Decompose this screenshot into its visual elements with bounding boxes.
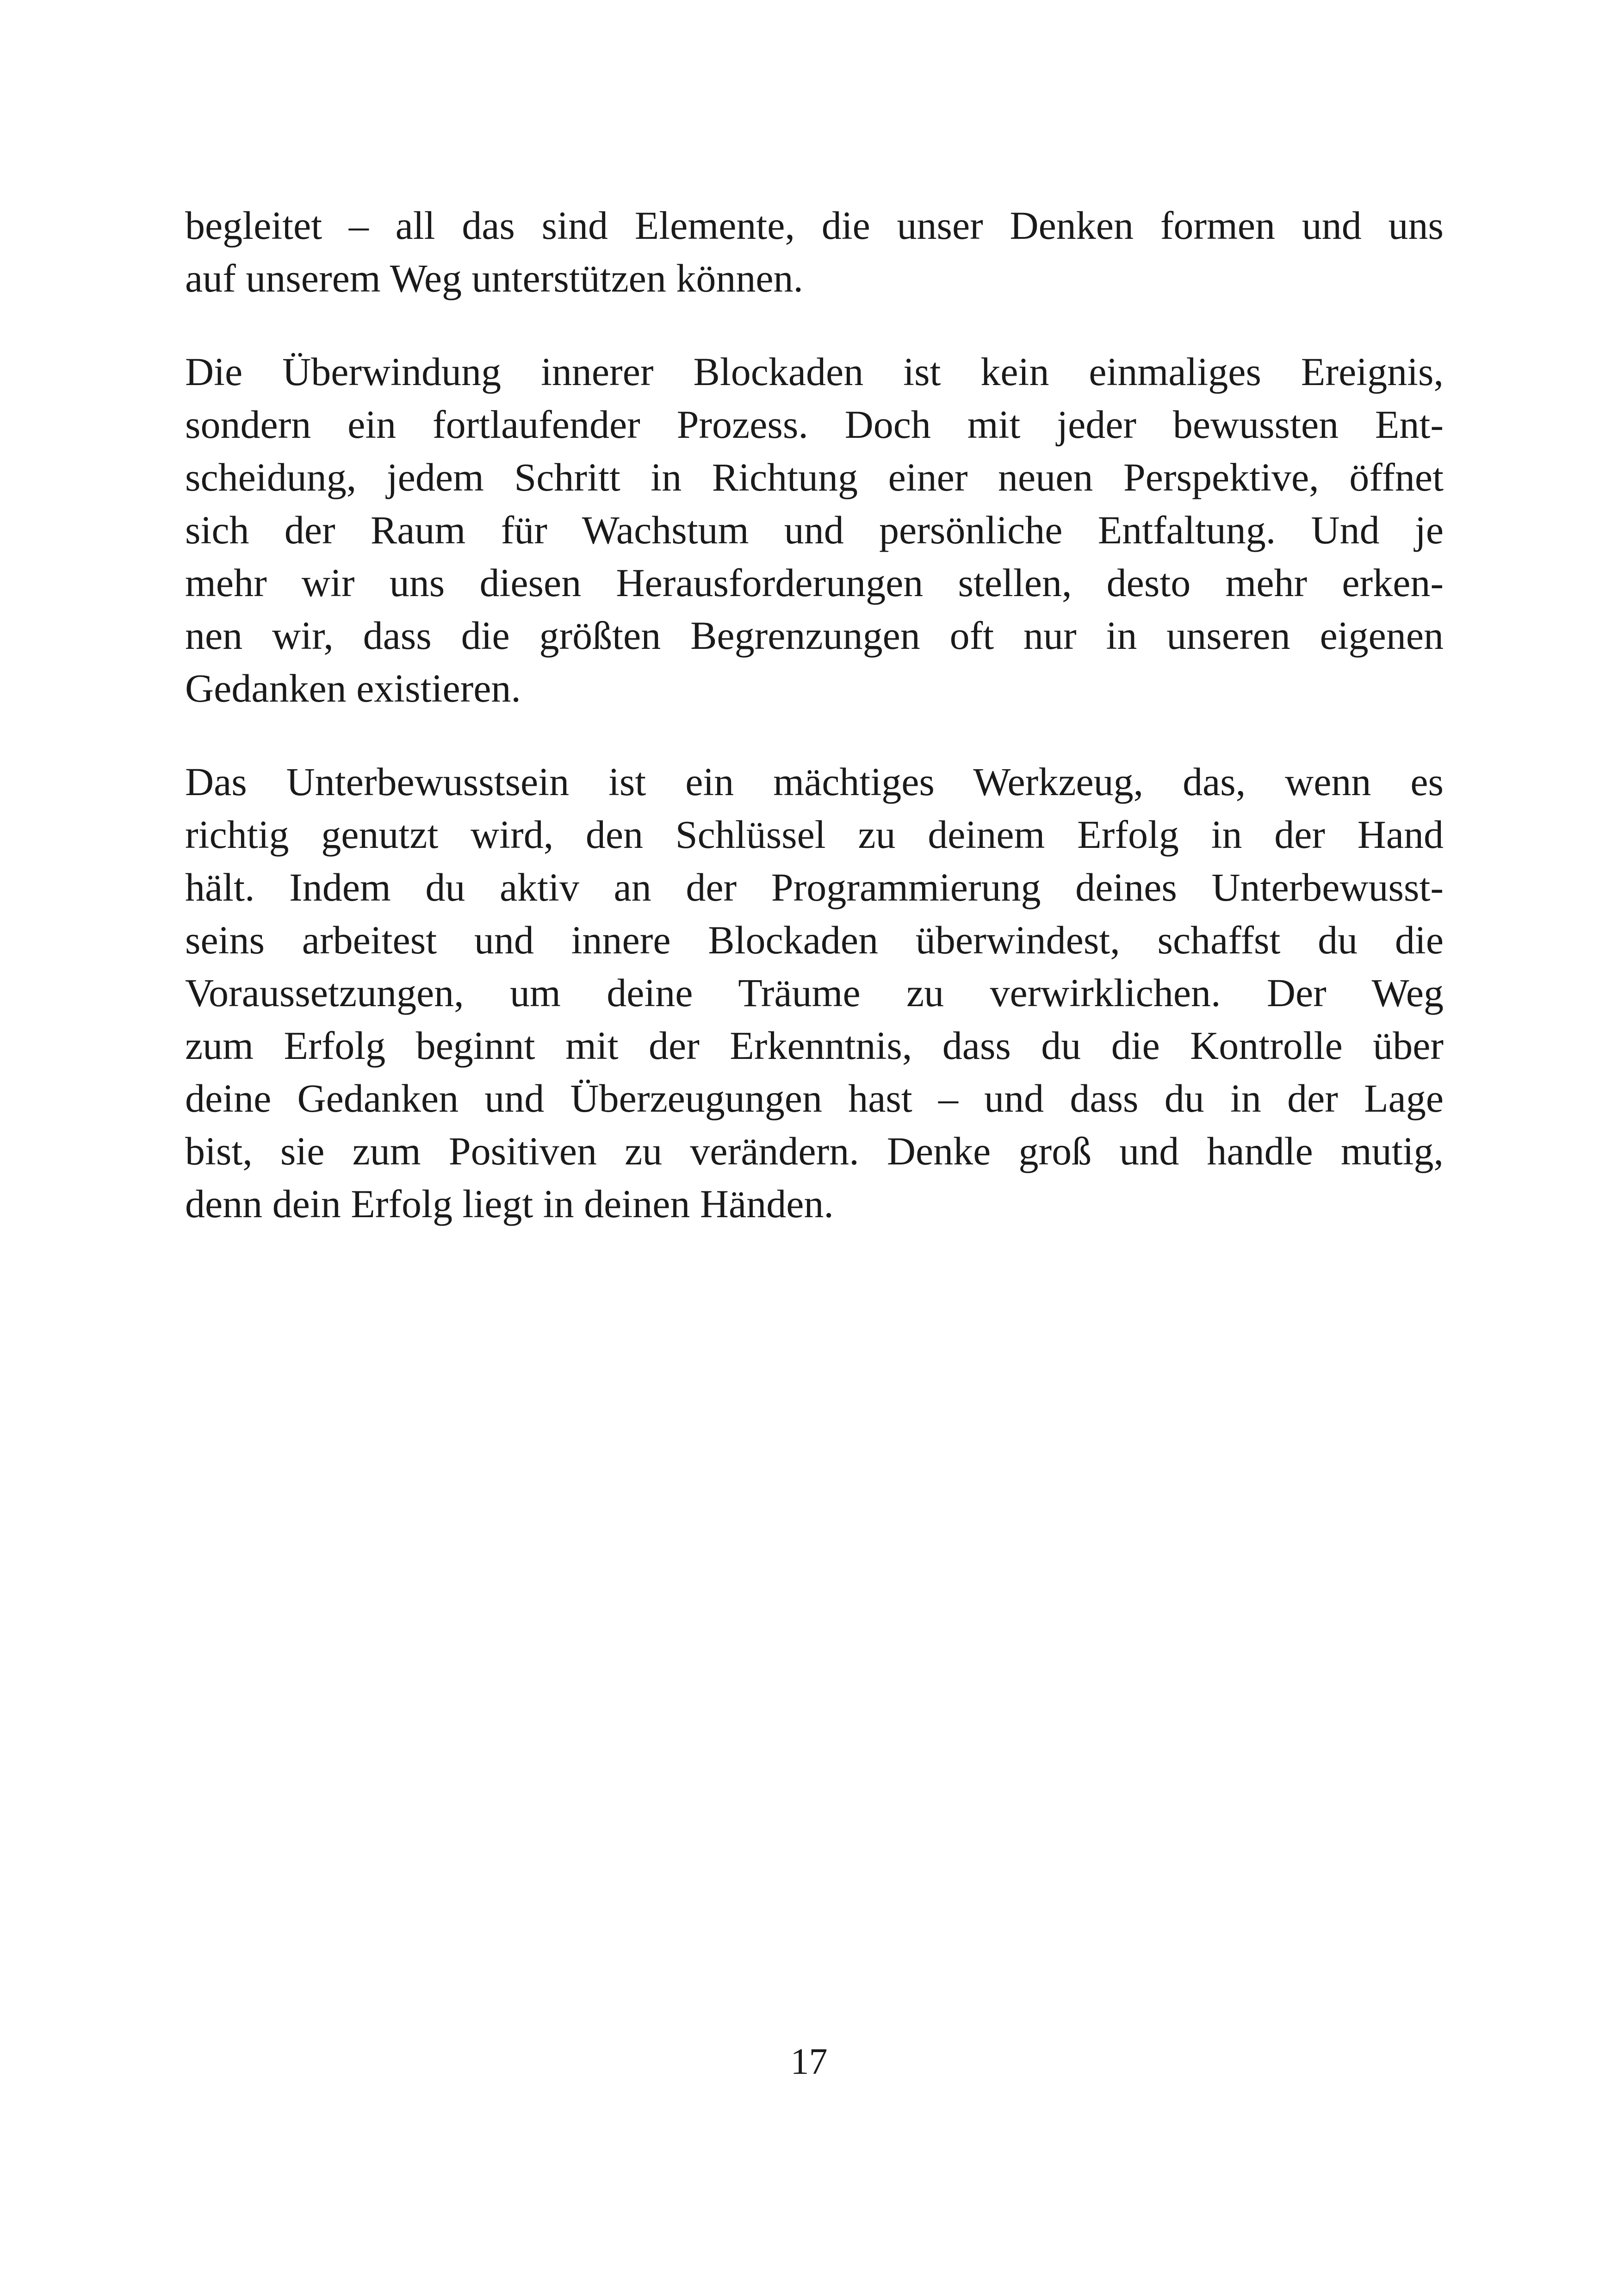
text-line: sich der Raum für Wachstum und persönliche Entfaltung. Und je xyxy=(185,508,1444,552)
text-line: auf unserem Weg unterstützen können. xyxy=(185,256,804,300)
text-line: Voraussetzungen, um deine Träume zu verwirklichen. Der Weg xyxy=(185,971,1444,1015)
text-line: deine Gedanken und Überzeugungen hast – und dass du in der Lage xyxy=(185,1076,1444,1120)
page-number: 17 xyxy=(790,2041,828,2082)
text-line: begleitet – all das sind Elemente, die unser Denken formen und uns xyxy=(185,203,1444,248)
text-line: nen wir, dass die größten Begrenzungen oft nur in unseren eigenen xyxy=(185,613,1444,658)
text-line: Das Unterbewusstsein ist ein mächtiges Werkzeug, das, wenn es xyxy=(185,759,1444,804)
paragraph-3 xyxy=(185,755,1444,1230)
body-text xyxy=(185,199,1444,1271)
text-line: sondern ein fortlaufender Prozess. Doch mit jeder bewussten Ent- xyxy=(185,402,1444,447)
text-line: scheidung, jedem Schritt in Richtung einer neuen Perspektive, öffnet xyxy=(185,455,1444,499)
text-line: zum Erfolg beginnt mit der Erkenntnis, dass du die Kontrolle über xyxy=(185,1023,1444,1068)
paragraph-2 xyxy=(185,345,1444,715)
text-line: hält. Indem du aktiv an der Programmierung deines Unterbewusst- xyxy=(185,865,1444,909)
text-line: mehr wir uns diesen Herausforderungen stellen, desto mehr erken- xyxy=(185,560,1444,605)
text-line: Die Überwindung innerer Blockaden ist kein einmaliges Ereignis, xyxy=(185,349,1444,394)
text-line: richtig genutzt wird, den Schlüssel zu deinem Erfolg in der Hand xyxy=(185,812,1444,857)
paragraph-1 xyxy=(185,199,1444,305)
text-line: Gedanken existieren. xyxy=(185,666,521,710)
text-line: seins arbeitest und innere Blockaden überwindest, schaffst du die xyxy=(185,918,1444,962)
text-line: bist, sie zum Positiven zu verändern. Denke groß und handle mutig, xyxy=(185,1129,1444,1173)
text-line: denn dein Erfolg liegt in deinen Händen. xyxy=(185,1182,834,1226)
